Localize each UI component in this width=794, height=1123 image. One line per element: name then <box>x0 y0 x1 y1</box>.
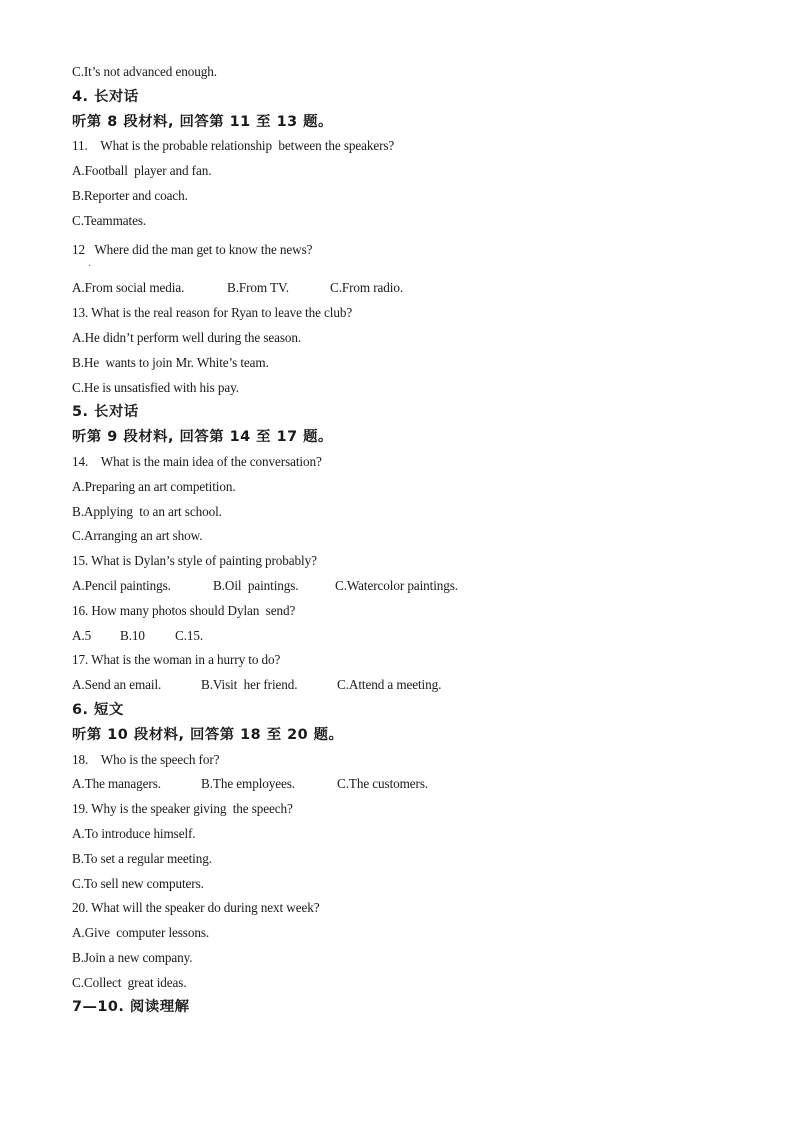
options-q16 <box>72 624 732 649</box>
option-q18-b: B.The employees. <box>201 776 295 792</box>
option-q13-a: A.He didn’t perform well during the season. <box>72 329 302 345</box>
option-q14-a: A.Preparing an art competition. <box>72 478 236 494</box>
options-q12 <box>72 276 732 301</box>
option-q17-b: B.Visit her friend. <box>201 677 298 693</box>
option-q16-b: B.10 <box>120 627 145 643</box>
option-q14-c: C.Arranging an art show. <box>72 528 203 544</box>
question-14: 14. What is the main idea of the conversation? <box>72 453 322 469</box>
stray-mark: · <box>88 261 92 273</box>
option-q19-a: A.To introduce himself. <box>72 825 196 841</box>
section-7-10-title: 7—10. 阅读理解 <box>72 999 190 1016</box>
section-4-instruction: 听第 8 段材料, 回答第 11 至 13 题。 <box>72 113 333 130</box>
section-5-instruction: 听第 9 段材料, 回答第 14 至 17 题。 <box>72 429 333 446</box>
option-q15-c: C.Watercolor paintings. <box>335 577 458 593</box>
option-q11-a: A.Football player and fan. <box>72 163 212 179</box>
section-5-title: 5. 长对话 <box>72 404 139 421</box>
question-13: 13. What is the real reason for Ryan to leave the club? <box>72 305 353 321</box>
option-q14-b: B.Applying to an art school. <box>72 503 222 519</box>
question-12: 12 Where did the man get to know the news? <box>72 241 313 257</box>
option-q20-a: A.Give computer lessons. <box>72 925 210 941</box>
section-6-title: 6. 短文 <box>72 701 124 718</box>
option-q12-b: B.From TV. <box>227 280 289 296</box>
question-11: 11. What is the probable relationship between the speakers? <box>72 138 395 154</box>
question-20: 20. What will the speaker do during next week? <box>72 900 320 916</box>
option-q18-a: A.The managers. <box>72 776 161 792</box>
section-4-title: 4. 长对话 <box>72 88 139 105</box>
option-q17-a: A.Send an email. <box>72 677 162 693</box>
option-q13-c: C.He is unsatisfied with his pay. <box>72 379 239 395</box>
option-q20-b: B.Join a new company. <box>72 949 193 965</box>
section-6-instruction: 听第 10 段材料, 回答第 18 至 20 题。 <box>72 726 344 743</box>
options-q15 <box>72 574 732 599</box>
question-17: 17. What is the woman in a hurry to do? <box>72 652 281 668</box>
options-q17 <box>72 673 732 698</box>
option-q16-c: C.15. <box>175 627 204 643</box>
question-18: 18. Who is the speech for? <box>72 751 220 767</box>
option-q11-c: C.Teammates. <box>72 212 147 228</box>
question-19: 19. Why is the speaker giving the speech? <box>72 801 293 817</box>
exam-page <box>72 60 732 1020</box>
option-q16-a: A.5 <box>72 627 92 643</box>
options-q18 <box>72 772 732 797</box>
option-q12-a: A.From social media. <box>72 280 185 296</box>
question-15: 15. What is Dylan’s style of painting probably? <box>72 553 317 569</box>
option-q15-a: A.Pencil paintings. <box>72 577 171 593</box>
option-q15-b: B.Oil paintings. <box>213 577 299 593</box>
option-q19-c: C.To sell new computers. <box>72 875 204 891</box>
question-16: 16. How many photos should Dylan send? <box>72 602 296 618</box>
option-q10-c: C.It’s not advanced enough. <box>72 64 217 79</box>
option-q18-c: C.The customers. <box>337 776 429 792</box>
option-q20-c: C.Collect great ideas. <box>72 974 187 990</box>
option-q17-c: C.Attend a meeting. <box>337 677 442 693</box>
option-q13-b: B.He wants to join Mr. White’s team. <box>72 354 269 370</box>
option-q12-c: C.From radio. <box>330 280 404 296</box>
option-q11-b: B.Reporter and coach. <box>72 187 188 203</box>
option-q19-b: B.To set a regular meeting. <box>72 850 212 866</box>
